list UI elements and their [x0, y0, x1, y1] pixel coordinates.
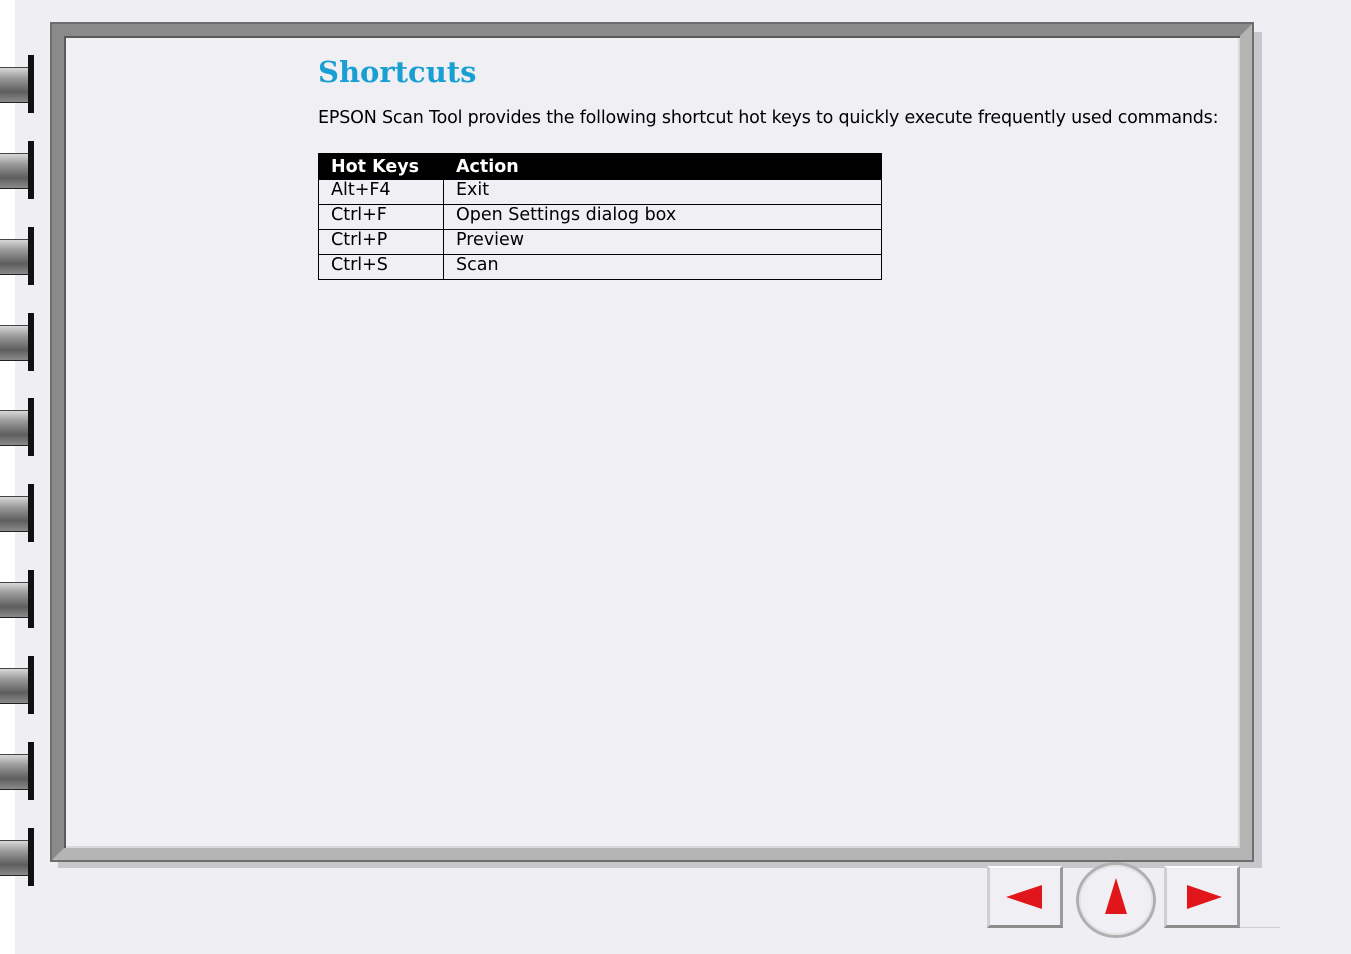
binder-ring [0, 227, 34, 285]
up-contents-button[interactable] [1076, 862, 1156, 938]
table-row [319, 230, 882, 255]
action-cell: Open Settings dialog box [444, 205, 882, 230]
frame-shadow-right [1254, 32, 1262, 868]
previous-page-button[interactable] [987, 866, 1063, 928]
table-header-row [319, 154, 882, 180]
binder-ring [0, 570, 34, 628]
header-hot-keys: Hot Keys [319, 154, 444, 180]
up-arrow-icon [1079, 865, 1153, 935]
right-arrow-icon [1167, 868, 1237, 925]
binder-ring [0, 313, 34, 371]
intro-text: EPSON Scan Tool provides the following shortcut hot keys to quickly execute frequently used commands: [318, 108, 1219, 128]
table-row [319, 180, 882, 205]
binder-ring [0, 398, 34, 456]
divider [1240, 927, 1280, 928]
action-cell: Exit [444, 180, 882, 205]
binder-ring [0, 55, 34, 113]
hotkey-cell: Ctrl+S [319, 255, 444, 280]
binder-frame [50, 22, 1254, 862]
hotkeys-table [318, 153, 882, 280]
binder-ring [0, 828, 34, 886]
action-cell: Preview [444, 230, 882, 255]
hotkey-cell: Alt+F4 [319, 180, 444, 205]
table-row [319, 205, 882, 230]
left-arrow-icon [990, 868, 1060, 925]
hotkey-cell: Ctrl+P [319, 230, 444, 255]
binder-ring [0, 141, 34, 199]
binder-ring [0, 656, 34, 714]
next-page-button[interactable] [1164, 866, 1240, 928]
header-action: Action [444, 154, 882, 180]
page-title: Shortcuts [318, 55, 477, 89]
action-cell: Scan [444, 255, 882, 280]
table-row [319, 255, 882, 280]
hotkey-cell: Ctrl+F [319, 205, 444, 230]
binder-ring [0, 742, 34, 800]
binder-ring [0, 484, 34, 542]
